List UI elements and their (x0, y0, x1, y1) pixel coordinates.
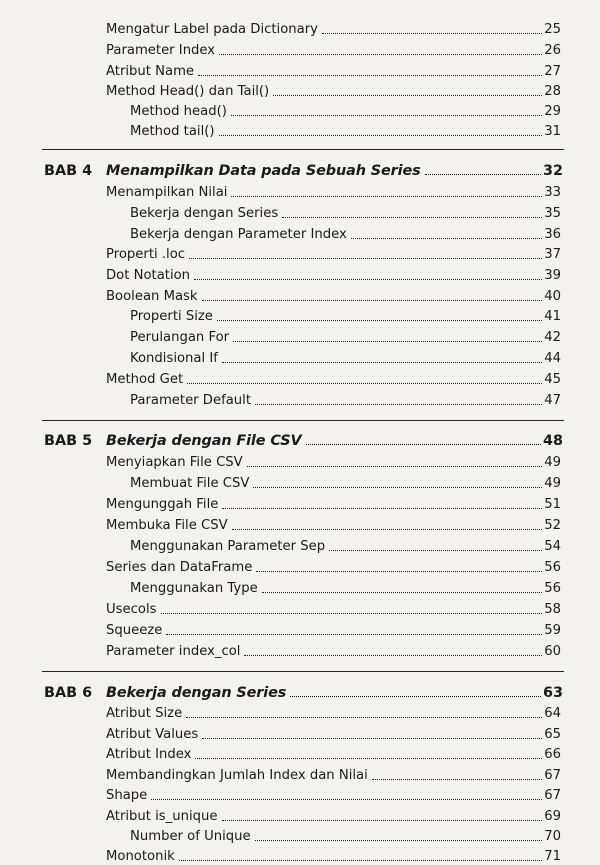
toc-entry (106, 784, 561, 804)
toc-entry (106, 243, 561, 263)
entry-page: 25 (544, 22, 561, 37)
toc-entry (106, 39, 561, 59)
chapter-page: 32 (542, 163, 563, 179)
chapter-heading (44, 428, 563, 450)
entry-page: 64 (544, 706, 561, 721)
entry-title: Properti .loc (106, 247, 186, 262)
entry-title: Method Get (106, 372, 184, 387)
dot-leader (322, 33, 542, 34)
entry-title: Series dan DataFrame (106, 560, 253, 575)
dot-leader (425, 174, 541, 175)
section-divider (42, 420, 564, 421)
entry-title: Parameter index_col (106, 644, 241, 659)
entry-page: 66 (544, 747, 561, 762)
toc-entry (106, 514, 561, 534)
toc-subentry (130, 202, 561, 222)
toc-entry (106, 619, 561, 639)
toc-subentry (130, 100, 561, 120)
entry-title: Bekerja dengan Series (130, 206, 279, 221)
chapter-title: Bekerja dengan Series (106, 685, 287, 701)
toc-entry (106, 181, 561, 201)
dot-leader (195, 758, 542, 759)
chapter-label: BAB 5 (44, 433, 93, 449)
entry-title: Method tail() (130, 124, 215, 139)
entry-page: 42 (544, 330, 561, 345)
toc-entry (106, 451, 561, 471)
entry-page: 67 (544, 788, 561, 803)
entry-title: Shape (106, 788, 148, 803)
dot-leader (231, 196, 542, 197)
toc-subentry (130, 389, 561, 409)
dot-leader (194, 279, 542, 280)
toc-subentry (130, 305, 561, 325)
entry-page: 26 (544, 43, 561, 58)
entry-title: Mengunggah File (106, 497, 219, 512)
toc-entry (106, 743, 561, 763)
entry-title: Membuat File CSV (130, 476, 250, 491)
entry-title: Monotonik (106, 849, 175, 864)
entry-title: Method head() (130, 104, 227, 119)
entry-page: 49 (544, 455, 561, 470)
toc-entry (106, 845, 561, 865)
toc-entry (106, 80, 561, 100)
entry-page: 60 (544, 644, 561, 659)
dot-leader (222, 362, 542, 363)
entry-title: Menggunakan Parameter Sep (130, 539, 326, 554)
entry-page: 40 (544, 289, 561, 304)
dot-leader (187, 383, 542, 384)
entry-page: 70 (544, 829, 561, 844)
entry-title: Parameter Index (106, 43, 216, 58)
entry-page: 58 (544, 602, 561, 617)
dot-leader (219, 54, 542, 55)
toc-subentry (130, 535, 561, 555)
entry-title: Mengatur Label pada Dictionary (106, 22, 318, 37)
entry-title: Usecols (106, 602, 157, 617)
entry-title: Perulangan For (130, 330, 230, 345)
entry-page: 67 (544, 768, 561, 783)
dot-leader (189, 258, 542, 259)
toc-entry (106, 556, 561, 576)
entry-title: Dot Notation (106, 268, 191, 283)
dot-leader (262, 592, 543, 593)
dot-leader (306, 444, 541, 445)
dot-leader (219, 135, 543, 136)
entry-title: Membuka File CSV (106, 518, 228, 533)
toc-subentry (130, 577, 561, 597)
entry-page: 29 (544, 104, 561, 119)
dot-leader (247, 466, 543, 467)
chapter-heading (44, 680, 563, 702)
dot-leader (151, 799, 542, 800)
dot-leader (253, 487, 542, 488)
dot-leader (222, 508, 542, 509)
toc-subentry (130, 223, 561, 243)
entry-title: Atribut Size (106, 706, 183, 721)
entry-page: 51 (544, 497, 561, 512)
dot-leader (166, 634, 542, 635)
dot-leader (290, 696, 541, 697)
toc-entry (106, 285, 561, 305)
toc-entry (106, 640, 561, 660)
entry-title: Bekerja dengan Parameter Index (130, 227, 347, 242)
toc-entry (106, 60, 561, 80)
entry-title: Method Head() dan Tail() (106, 84, 270, 99)
entry-page: 44 (544, 351, 561, 366)
toc-entry (106, 18, 561, 38)
toc-subentry (130, 347, 561, 367)
entry-page: 65 (544, 727, 561, 742)
entry-page: 56 (544, 560, 561, 575)
toc-entry (106, 368, 561, 388)
entry-page: 59 (544, 623, 561, 638)
section-divider (42, 671, 564, 672)
entry-page: 54 (544, 539, 561, 554)
entry-title: Atribut is_unique (106, 809, 218, 824)
entry-title: Atribut Values (106, 727, 199, 742)
toc-entry (106, 764, 561, 784)
entry-title: Boolean Mask (106, 289, 198, 304)
dot-leader (202, 738, 542, 739)
chapter-label: BAB 6 (44, 685, 93, 701)
entry-title: Menggunakan Type (130, 581, 258, 596)
dot-leader (161, 613, 543, 614)
entry-page: 31 (544, 124, 561, 139)
toc-entry (106, 723, 561, 743)
chapter-page: 48 (542, 433, 563, 449)
toc-entry (106, 598, 561, 618)
entry-page: 27 (544, 64, 561, 79)
entry-page: 28 (544, 84, 561, 99)
dot-leader (372, 779, 542, 780)
dot-leader (186, 717, 542, 718)
dot-leader (329, 550, 542, 551)
dot-leader (198, 75, 542, 76)
toc-entry (106, 702, 561, 722)
entry-page: 36 (544, 227, 561, 242)
entry-page: 35 (544, 206, 561, 221)
toc-subentry (130, 326, 561, 346)
dot-leader (222, 820, 543, 821)
dot-leader (232, 529, 543, 530)
entry-page: 39 (544, 268, 561, 283)
toc-subentry (130, 825, 561, 845)
entry-page: 45 (544, 372, 561, 387)
toc-entry (106, 264, 561, 284)
entry-page: 33 (544, 185, 561, 200)
entry-title: Menampilkan Nilai (106, 185, 228, 200)
entry-page: 41 (544, 309, 561, 324)
entry-page: 47 (544, 393, 561, 408)
chapter-title: Menampilkan Data pada Sebuah Series (106, 163, 421, 179)
entry-title: Properti Size (130, 309, 213, 324)
entry-title: Membandingkan Jumlah Index dan Nilai (106, 768, 368, 783)
entry-page: 56 (544, 581, 561, 596)
entry-title: Atribut Index (106, 747, 192, 762)
dot-leader (255, 404, 542, 405)
section-divider (42, 149, 564, 150)
entry-title: Atribut Name (106, 64, 195, 79)
dot-leader (351, 238, 542, 239)
toc-subentry (130, 120, 561, 140)
entry-page: 49 (544, 476, 561, 491)
entry-page: 69 (544, 809, 561, 824)
toc-entry (106, 493, 561, 513)
toc-entry (106, 805, 561, 825)
dot-leader (217, 320, 542, 321)
entry-page: 37 (544, 247, 561, 262)
chapter-title: Bekerja dengan File CSV (106, 433, 302, 449)
entry-title: Parameter Default (130, 393, 251, 408)
toc-subentry (130, 472, 561, 492)
dot-leader (233, 341, 542, 342)
dot-leader (202, 300, 543, 301)
entry-page: 52 (544, 518, 561, 533)
entry-title: Number of Unique (130, 829, 251, 844)
dot-leader (273, 95, 542, 96)
entry-title: Menyiapkan File CSV (106, 455, 243, 470)
dot-leader (282, 217, 542, 218)
entry-title: Squeeze (106, 623, 163, 638)
chapter-heading (44, 158, 563, 180)
chapter-label: BAB 4 (44, 163, 93, 179)
entry-title: Kondisional If (130, 351, 218, 366)
dot-leader (256, 571, 542, 572)
entry-page: 71 (544, 849, 561, 864)
chapter-page: 63 (542, 685, 563, 701)
dot-leader (244, 655, 542, 656)
dot-leader (231, 115, 542, 116)
dot-leader (255, 840, 543, 841)
